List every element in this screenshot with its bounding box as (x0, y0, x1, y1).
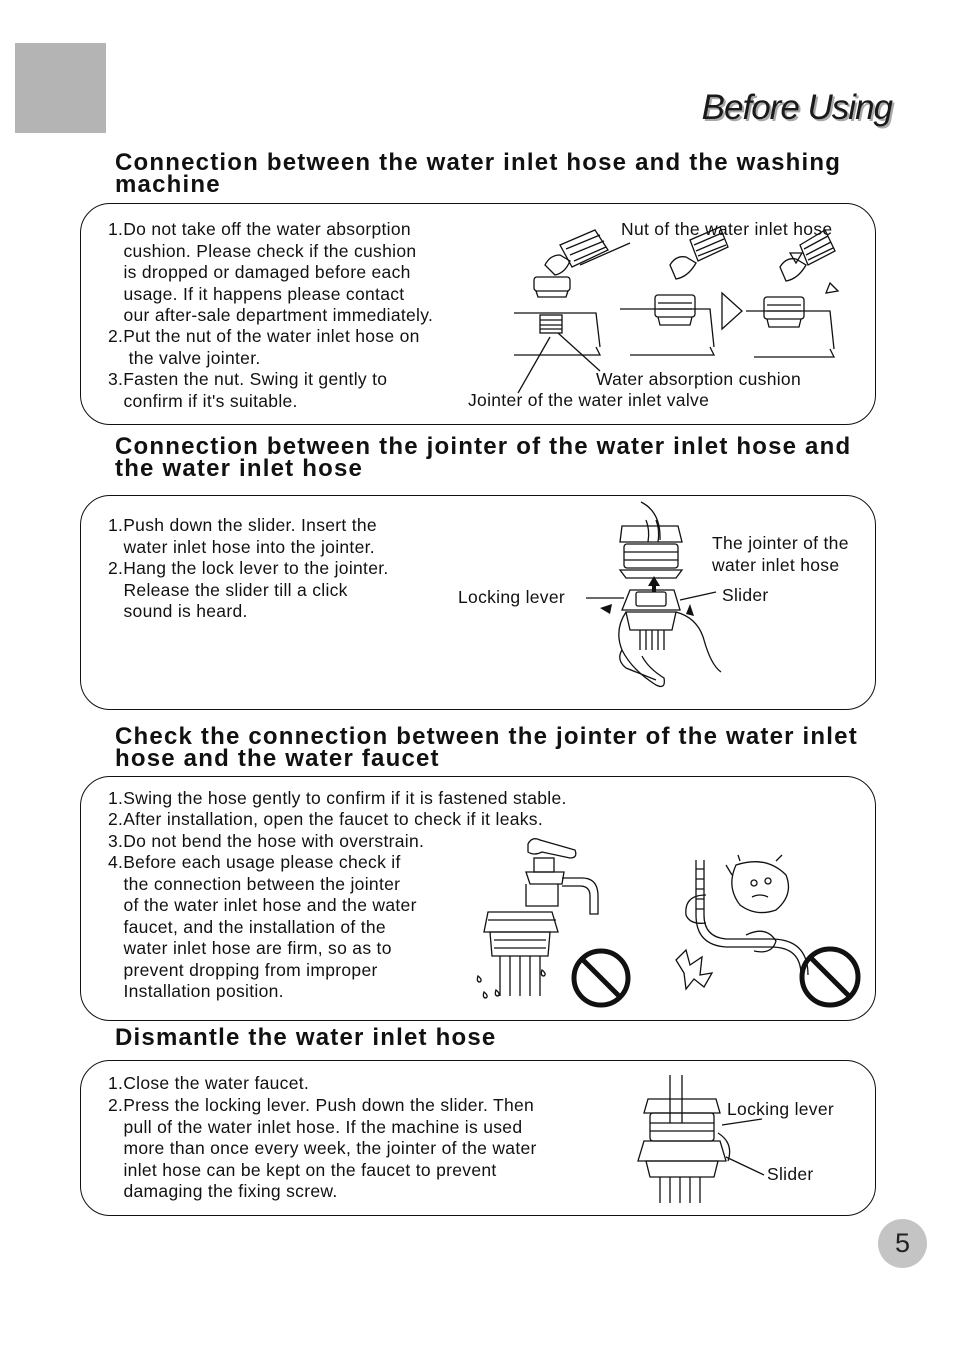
step-1: 1.Swing the hose gently to confirm if it is fastened stable. (108, 788, 567, 808)
jointer-hand-illustration (586, 500, 726, 695)
bent-hose-cartoon-illustration (676, 855, 806, 995)
step-2: 2.After installation, open the faucet to check if it leaks. (108, 809, 544, 829)
jointer-disassembly-illustration (630, 1073, 770, 1208)
step-4: 4.Before each usage please check if the connection between the jointer of the water inlet hose and the water faucet, and the installation of the water inlet hose are firm, so as to prevent dropping from improper Installation position. (108, 852, 417, 1001)
label-slider: Slider (767, 1164, 814, 1184)
section-heading-jointer-to-hose: Connection between the jointer of the water inlet hose and the water inlet hose (115, 433, 852, 482)
step-1: 1.Do not take off the water absorption cushion. Please check if the cushion is dropped or damaged before each usage. If it happens please contact our after-sale department immediately. (108, 219, 434, 325)
hose-nut-illustration (500, 225, 860, 395)
step-2: 2.Hang the lock lever to the jointer. Release the slider till a click sound is heard. (108, 558, 389, 621)
label-locking-lever: Locking lever (458, 587, 566, 607)
step-2: 2.Press the locking lever. Push down the slider. Then pull of the water inlet hose. If the machine is used more than once every week, the jointer of the water inlet hose can be kept on the faucet to prevent damaging the fixing screw. (108, 1095, 537, 1201)
section-heading-hose-to-machine: Connection between the water inlet hose and the washing machine (115, 149, 842, 198)
label-locking-lever: Locking lever (727, 1099, 835, 1119)
step-3: 3.Fasten the nut. Swing it gently to confirm if it's suitable. (108, 369, 388, 411)
section-heading-jointer-to-faucet: Check the connection between the jointer of the water inlet hose and the water faucet (115, 723, 858, 772)
label-jointer-of-hose: The jointer of the water inlet hose (712, 533, 849, 575)
label-valve-jointer: Jointer of the water inlet valve (468, 390, 710, 410)
label-slider: Slider (722, 585, 769, 605)
section-heading-dismantle-hose: Dismantle the water inlet hose (115, 1024, 497, 1051)
label-absorption-cushion: Water absorption cushion (596, 369, 801, 389)
step-3: 3.Do not bend the hose with overstrain. (108, 831, 425, 851)
step-1: 1.Close the water faucet. (108, 1073, 310, 1093)
page-title: Before Using (701, 88, 892, 127)
prohibited-icon (570, 947, 632, 1009)
corner-tab-block (15, 43, 106, 133)
step-2: 2.Put the nut of the water inlet hose on the valve jointer. (108, 326, 420, 368)
prohibited-icon (798, 945, 862, 1009)
label-nut-of-hose: Nut of the water inlet hose (621, 219, 833, 239)
step-1: 1.Push down the slider. Insert the water inlet hose into the jointer. (108, 515, 377, 557)
page-number-badge: 5 (878, 1219, 927, 1268)
